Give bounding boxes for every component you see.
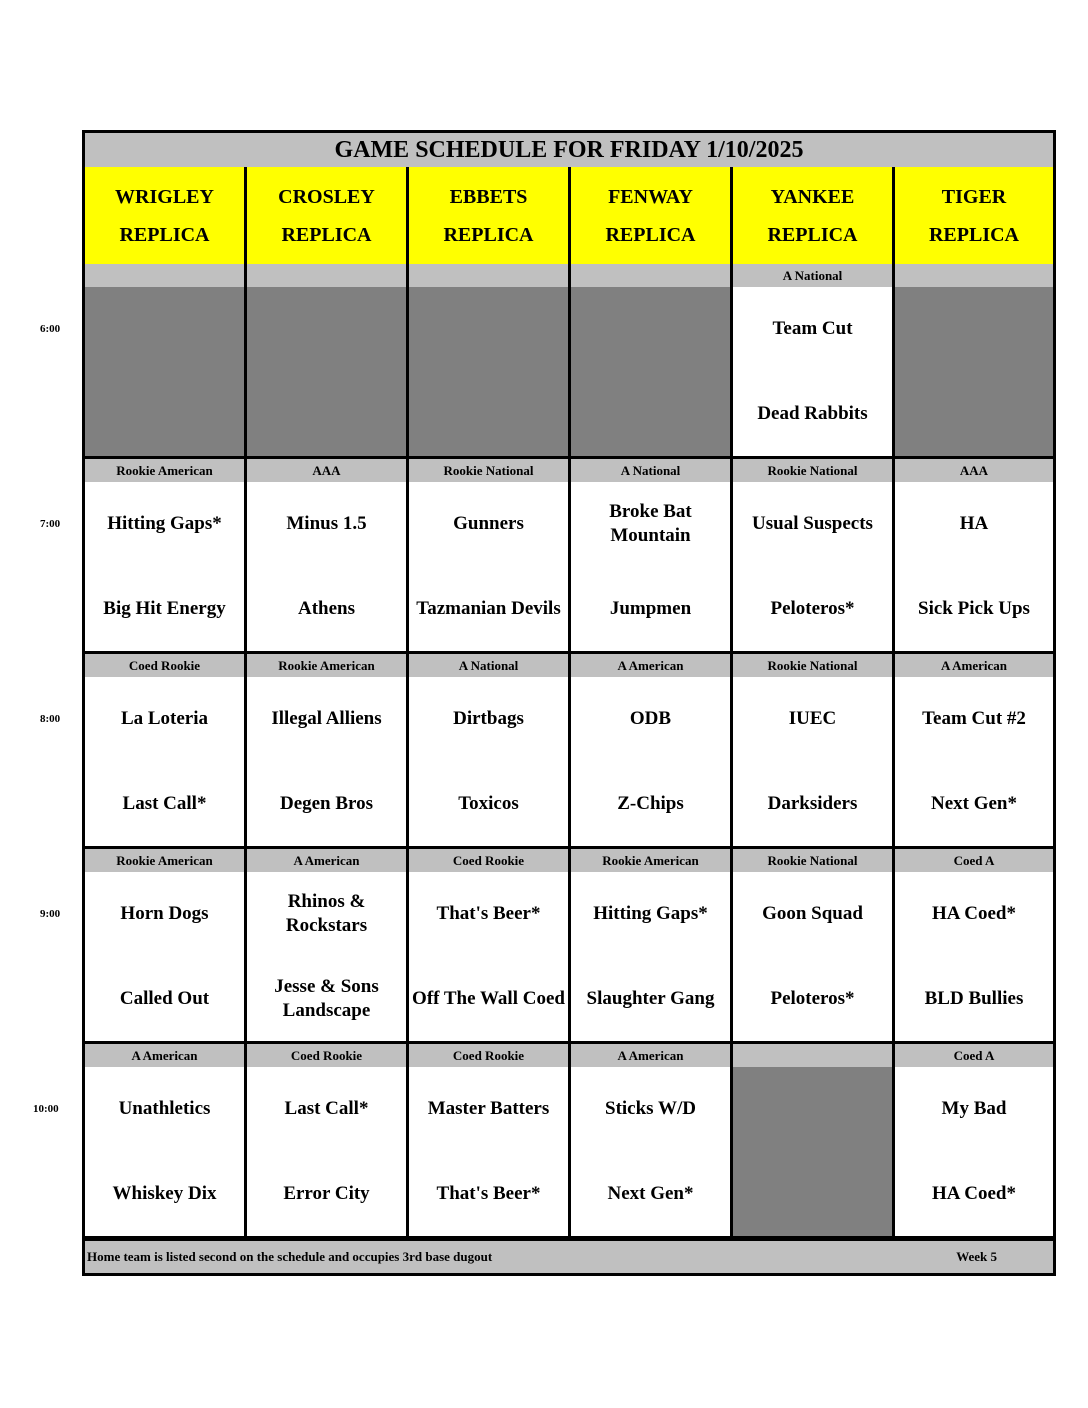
game-cell bbox=[895, 677, 1053, 849]
game-cell bbox=[85, 872, 247, 1044]
game-cell bbox=[733, 677, 895, 849]
field-subtitle: REPLICA bbox=[443, 223, 534, 246]
division-label: Rookie American bbox=[85, 459, 247, 485]
division-label: A American bbox=[571, 654, 733, 680]
game-cell bbox=[409, 677, 571, 849]
away-team: Dirtbags bbox=[453, 708, 524, 730]
home-team: Next Gen* bbox=[607, 1182, 694, 1204]
away-team: Hitting Gaps* bbox=[107, 513, 222, 535]
away-team: Broke Bat Mountain bbox=[609, 501, 692, 547]
division-label: Rookie American bbox=[571, 849, 733, 875]
away-team: Gunners bbox=[453, 513, 524, 535]
away-team: Team Cut bbox=[772, 318, 853, 340]
division-label: A National bbox=[733, 264, 895, 290]
game-row bbox=[85, 482, 1053, 654]
home-team: Error City bbox=[283, 1182, 370, 1204]
field-subtitle: REPLICA bbox=[928, 223, 1019, 246]
division-label: Rookie American bbox=[85, 849, 247, 875]
field-header bbox=[85, 167, 247, 267]
home-team: BLD Bullies bbox=[924, 987, 1024, 1009]
division-label: Coed Rookie bbox=[247, 1044, 409, 1070]
field-header-row bbox=[85, 167, 1053, 267]
division-label: Rookie National bbox=[733, 459, 895, 485]
time-label: 9:00 bbox=[40, 908, 61, 920]
field-name: YANKEE bbox=[770, 185, 855, 208]
home-team: Whiskey Dix bbox=[112, 1182, 217, 1204]
division-label: AAA bbox=[247, 459, 409, 485]
division-label: Coed Rookie bbox=[409, 849, 571, 875]
division-label: Rookie National bbox=[733, 654, 895, 680]
time-label: 7:00 bbox=[40, 518, 61, 530]
home-team: HA Coed* bbox=[932, 1182, 1016, 1204]
home-team: Sick Pick Ups bbox=[918, 597, 1030, 619]
game-row bbox=[85, 872, 1053, 1044]
away-team: La Loteria bbox=[120, 708, 209, 730]
game-cell bbox=[85, 482, 247, 654]
home-team: Jesse & Sons Landscape bbox=[274, 975, 379, 1021]
away-team: Master Batters bbox=[427, 1098, 550, 1120]
game-cell bbox=[85, 677, 247, 849]
home-team: Tazmanian Devils bbox=[416, 597, 561, 619]
home-team: Darksiders bbox=[767, 792, 858, 814]
division-label: Rookie National bbox=[409, 459, 571, 485]
game-cell bbox=[247, 1067, 409, 1239]
schedule-table bbox=[82, 130, 1056, 1276]
home-team: Next Gen* bbox=[930, 792, 1017, 814]
away-team: HA Coed* bbox=[932, 903, 1016, 925]
game-cell bbox=[247, 872, 409, 1044]
game-cell bbox=[733, 482, 895, 654]
week-label: Week 5 bbox=[956, 1249, 997, 1264]
away-team: Minus 1.5 bbox=[286, 513, 367, 535]
game-cell bbox=[733, 287, 895, 459]
field-subtitle: REPLICA bbox=[281, 223, 372, 246]
home-team: Athens bbox=[297, 597, 355, 619]
division-label: A American bbox=[85, 1044, 247, 1070]
home-team: Degen Bros bbox=[279, 792, 374, 814]
home-team: That's Beer* bbox=[436, 1182, 541, 1204]
game-cell bbox=[733, 872, 895, 1044]
away-team: Illegal Alliens bbox=[271, 708, 382, 730]
division-label: Rookie National bbox=[733, 849, 895, 875]
away-team: Hitting Gaps* bbox=[593, 903, 708, 925]
away-team: Sticks W/D bbox=[605, 1098, 696, 1120]
home-team: Called Out bbox=[119, 987, 210, 1009]
game-cell bbox=[895, 482, 1053, 654]
game-cell bbox=[247, 482, 409, 654]
empty-slot bbox=[409, 287, 571, 459]
field-header bbox=[571, 167, 733, 267]
game-cell bbox=[571, 482, 733, 654]
away-team: Last Call* bbox=[284, 1098, 369, 1120]
footer-note: Home team is listed second on the schedule and occupies 3rd base dugout bbox=[87, 1249, 493, 1264]
away-team: That's Beer* bbox=[436, 903, 541, 925]
game-cell bbox=[247, 677, 409, 849]
away-team: ODB bbox=[629, 708, 672, 730]
home-team: Off The Wall Coed bbox=[412, 987, 565, 1009]
away-team: Team Cut #2 bbox=[922, 708, 1026, 730]
division-label: AAA bbox=[895, 459, 1053, 485]
away-team: IUEC bbox=[788, 708, 837, 730]
home-team: Dead Rabbits bbox=[757, 402, 868, 424]
field-name: WRIGLEY bbox=[115, 185, 214, 208]
division-label: Coed Rookie bbox=[409, 1044, 571, 1070]
away-team: Usual Suspects bbox=[752, 513, 873, 535]
away-team: HA bbox=[959, 513, 989, 535]
away-team: Unathletics bbox=[118, 1098, 211, 1120]
time-label: 8:00 bbox=[40, 713, 61, 725]
time-label: 10:00 bbox=[33, 1103, 59, 1115]
game-row bbox=[85, 1067, 1053, 1239]
time-label: 6:00 bbox=[40, 323, 61, 335]
away-team: My Bad bbox=[941, 1098, 1007, 1120]
field-name: TIGER bbox=[941, 185, 1007, 208]
game-cell bbox=[85, 1067, 247, 1239]
game-cell bbox=[571, 1067, 733, 1239]
division-label: A American bbox=[571, 1044, 733, 1070]
field-subtitle: REPLICA bbox=[119, 223, 210, 246]
game-cell bbox=[895, 872, 1053, 1044]
field-header bbox=[733, 167, 895, 267]
game-cell bbox=[571, 677, 733, 849]
field-subtitle: REPLICA bbox=[767, 223, 858, 246]
game-cell bbox=[895, 1067, 1053, 1239]
division-label: A American bbox=[895, 654, 1053, 680]
division-label: A American bbox=[247, 849, 409, 875]
away-team: Goon Squad bbox=[762, 903, 863, 925]
game-cell bbox=[409, 872, 571, 1044]
game-cell bbox=[571, 872, 733, 1044]
field-header bbox=[895, 167, 1053, 267]
empty-slot bbox=[247, 287, 409, 459]
empty-slot bbox=[571, 287, 733, 459]
empty-slot bbox=[733, 1067, 895, 1239]
field-header bbox=[247, 167, 409, 267]
field-name: EBBETS bbox=[449, 185, 528, 208]
division-label: Coed A bbox=[895, 1044, 1053, 1070]
away-team: Rhinos & Rockstars bbox=[285, 891, 368, 937]
home-team: Peloteros* bbox=[770, 987, 855, 1009]
division-label: Coed A bbox=[895, 849, 1053, 875]
game-row bbox=[85, 677, 1053, 849]
home-team: Peloteros* bbox=[770, 597, 855, 619]
away-team: Horn Dogs bbox=[120, 903, 209, 925]
game-cell bbox=[409, 1067, 571, 1239]
field-subtitle: REPLICA bbox=[605, 223, 696, 246]
division-label: A National bbox=[571, 459, 733, 485]
home-team: Z-Chips bbox=[617, 792, 684, 814]
field-header bbox=[409, 167, 571, 267]
home-team: Jumpmen bbox=[609, 597, 692, 619]
home-team: Toxicos bbox=[458, 792, 519, 814]
field-name: FENWAY bbox=[608, 185, 693, 208]
page-title: GAME SCHEDULE FOR FRIDAY 1/10/2025 bbox=[85, 133, 1053, 170]
field-name: CROSLEY bbox=[278, 185, 375, 208]
game-row bbox=[85, 287, 1053, 459]
empty-slot bbox=[895, 287, 1053, 459]
empty-slot bbox=[85, 287, 247, 459]
game-cell bbox=[409, 482, 571, 654]
home-team: Slaughter Gang bbox=[586, 987, 715, 1009]
home-team: Big Hit Energy bbox=[103, 597, 226, 619]
division-label: Rookie American bbox=[247, 654, 409, 680]
division-label: A National bbox=[409, 654, 571, 680]
home-team: Last Call* bbox=[122, 792, 207, 814]
footer bbox=[85, 1241, 1053, 1273]
division-label: Coed Rookie bbox=[85, 654, 247, 680]
